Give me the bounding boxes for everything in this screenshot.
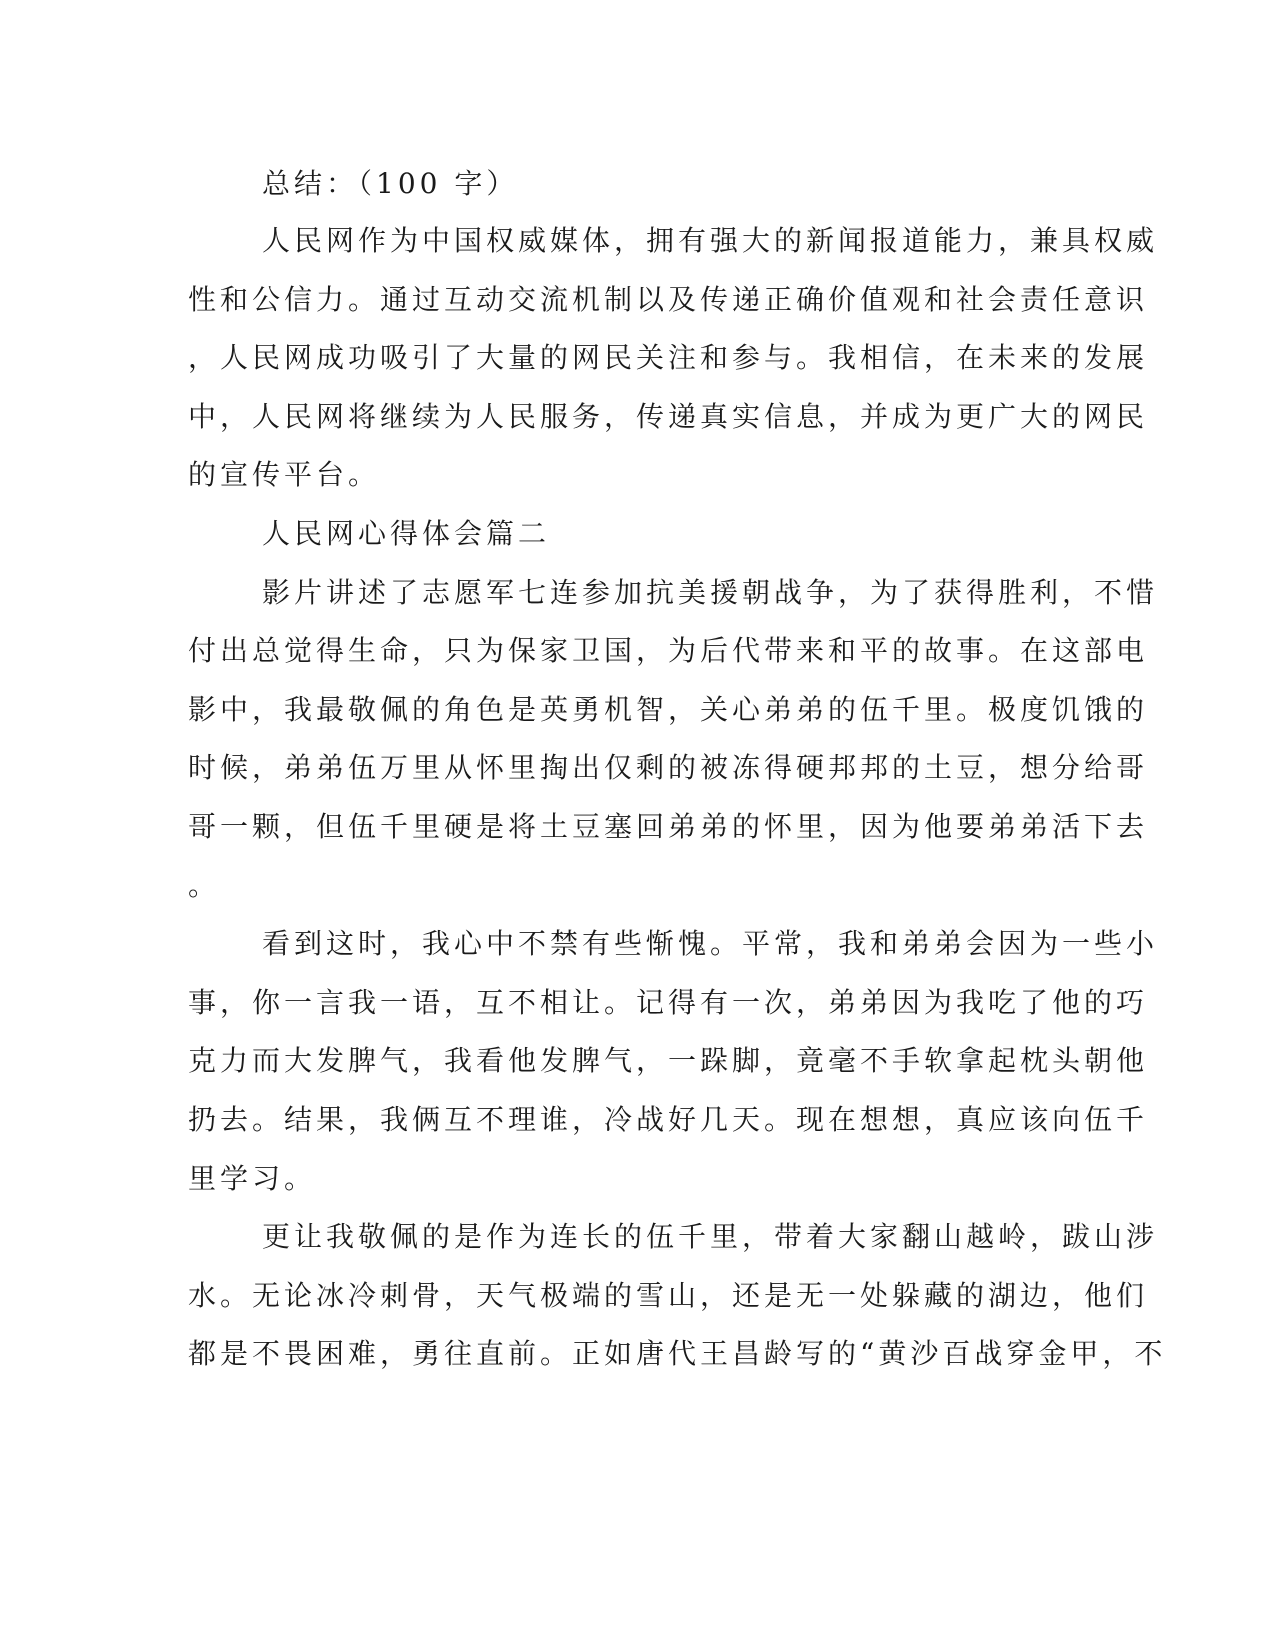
- section-heading: 人民网心得体会篇二: [262, 517, 551, 550]
- summary-heading: 总结：（100 字）: [262, 167, 519, 200]
- paragraph-line: 水。无论冰冷刺骨，天气极端的雪山，还是无一处躲藏的湖边，他们: [188, 1279, 1149, 1312]
- paragraph-line: 扔去。结果，我俩互不理谁，冷战好几天。现在想想，真应该向伍千: [188, 1103, 1149, 1136]
- paragraph-line: 人民网作为中国权威媒体，拥有强大的新闻报道能力，兼具权威: [262, 224, 1159, 257]
- paragraph-line: 。: [188, 869, 221, 902]
- paragraph-line: ，人民网成功吸引了大量的网民关注和参与。我相信，在未来的发展: [188, 341, 1149, 374]
- paragraph-line: 影片讲述了志愿军七连参加抗美援朝战争，为了获得胜利，不惜: [262, 576, 1159, 609]
- paragraph-line: 更让我敬佩的是作为连长的伍千里，带着大家翻山越岭，跋山涉: [262, 1220, 1159, 1253]
- paragraph-line: 性和公信力。通过互动交流机制以及传递正确价值观和社会责任意识: [188, 283, 1149, 316]
- paragraph-line: 影中，我最敬佩的角色是英勇机智，关心弟弟的伍千里。极度饥饿的: [188, 693, 1149, 726]
- paragraph-line: 事，你一言我一语，互不相让。记得有一次，弟弟因为我吃了他的巧: [188, 986, 1149, 1019]
- paragraph-line: 看到这时，我心中不禁有些惭愧。平常，我和弟弟会因为一些小: [262, 927, 1159, 960]
- paragraph-line: 都是不畏困难，勇往直前。正如唐代王昌龄写的“黄沙百战穿金甲，不: [188, 1337, 1167, 1370]
- paragraph-line: 中，人民网将继续为人民服务，传递真实信息，并成为更广大的网民: [188, 400, 1149, 433]
- paragraph-line: 时候，弟弟伍万里从怀里掏出仅剩的被冻得硬邦邦的土豆，想分给哥: [188, 751, 1149, 784]
- paragraph-line: 哥一颗，但伍千里硬是将土豆塞回弟弟的怀里，因为他要弟弟活下去: [188, 810, 1149, 843]
- paragraph-line: 的宣传平台。: [188, 458, 381, 491]
- paragraph-line: 克力而大发脾气，我看他发脾气，一跺脚，竟毫不手软拿起枕头朝他: [188, 1044, 1149, 1077]
- paragraph-line: 付出总觉得生命，只为保家卫国，为后代带来和平的故事。在这部电: [188, 634, 1149, 667]
- paragraph-line: 里学习。: [188, 1162, 317, 1195]
